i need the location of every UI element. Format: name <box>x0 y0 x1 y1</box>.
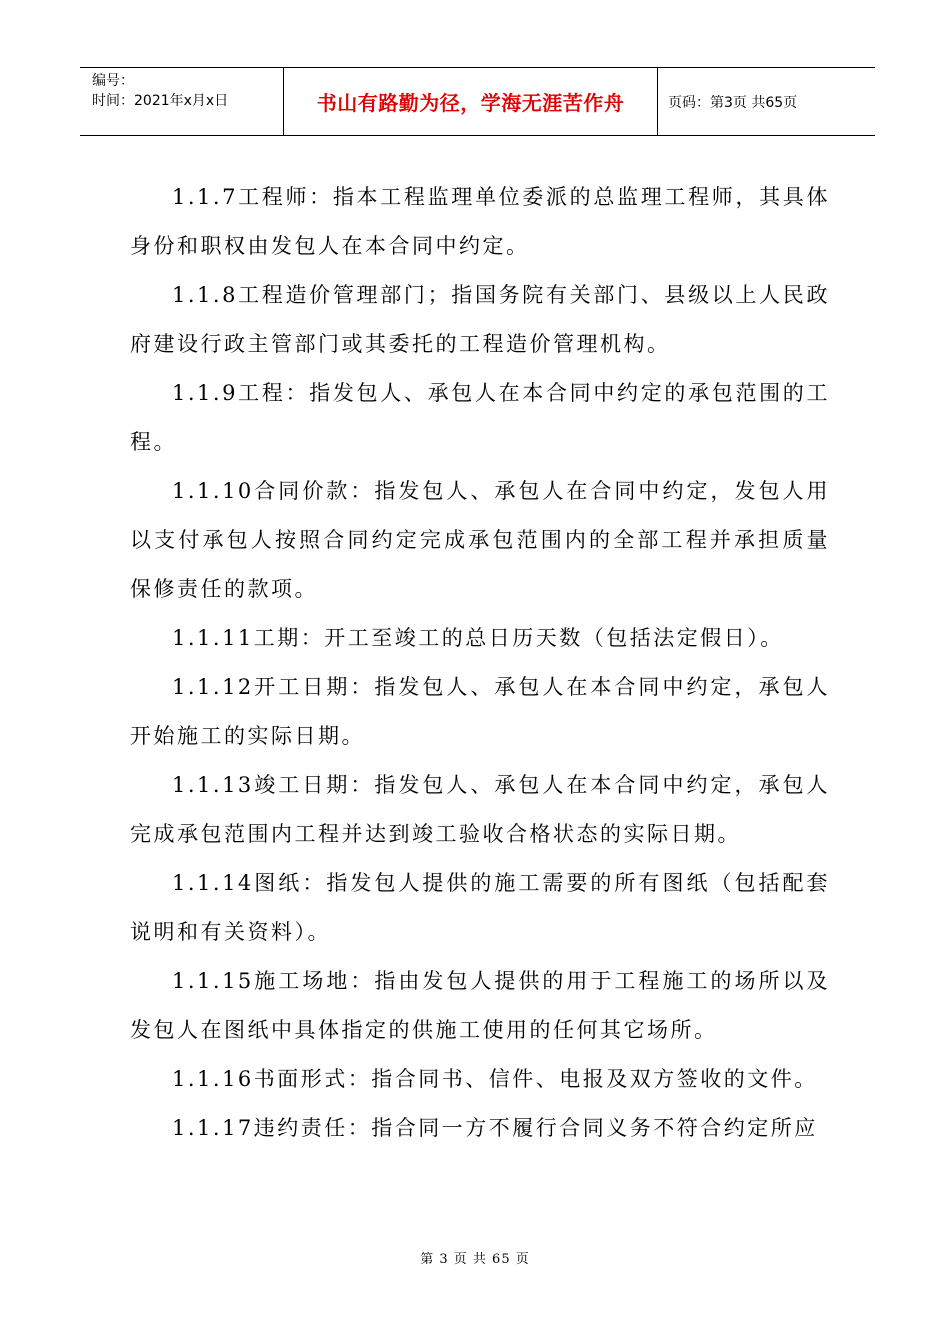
page-footer: 第 3 页 共 65 页 <box>420 1252 530 1267</box>
clause-1-1-10: 1.1.10合同价款：指发包人、承包人在合同中约定，发包人用以支付承包人按照合同约定完成承包范围内的全部工程并承担质量保修责任的款项。 <box>130 479 830 601</box>
clause-1-1-12: 1.1.12开工日期：指发包人、承包人在本合同中约定，承包人开始施工的实际日期。 <box>130 675 830 748</box>
clause-1-1-11: 1.1.11工期：开工至竣工的总日历天数（包括法定假日）。 <box>172 626 784 650</box>
clause-1-1-14: 1.1.14图纸：指发包人提供的施工需要的所有图纸（包括配套说明和有关资料）。 <box>130 871 830 944</box>
header-motto: 书山有路勤为径，学海无涯苦作舟 <box>284 68 658 135</box>
clause-1-1-8: 1.1.8工程造价管理部门；指国务院有关部门、县级以上人民政府建设行政主管部门或其委托的工程造价管理机构。 <box>130 283 830 356</box>
header-page-info: 页码：第3页 共65页 <box>668 94 798 111</box>
clause-1-1-7: 1.1.7工程师：指本工程监理单位委派的总监理工程师，其具体身份和职权由发包人在本合同中约定。 <box>130 185 830 258</box>
document-time: 时间：2021年x月x日 <box>92 93 229 109</box>
page-header <box>80 67 875 136</box>
header-meta <box>80 68 284 135</box>
clause-1-1-16: 1.1.16书面形式：指合同书、信件、电报及双方签收的文件。 <box>172 1067 818 1091</box>
clause-1-1-17: 1.1.17违约责任：指合同一方不履行合同义务不符合约定所应 <box>172 1116 818 1140</box>
clause-1-1-9: 1.1.9工程：指发包人、承包人在本合同中约定的承包范围的工程。 <box>130 381 830 454</box>
document-number: 编号： <box>92 73 134 89</box>
clause-1-1-13: 1.1.13竣工日期：指发包人、承包人在本合同中约定，承包人完成承包范围内工程并达到竣工验收合格状态的实际日期。 <box>130 773 830 846</box>
clause-1-1-15: 1.1.15施工场地：指由发包人提供的用于工程施工的场所以及发包人在图纸中具体指定的供施工使用的任何其它场所。 <box>130 969 830 1042</box>
document-body <box>130 173 830 1153</box>
